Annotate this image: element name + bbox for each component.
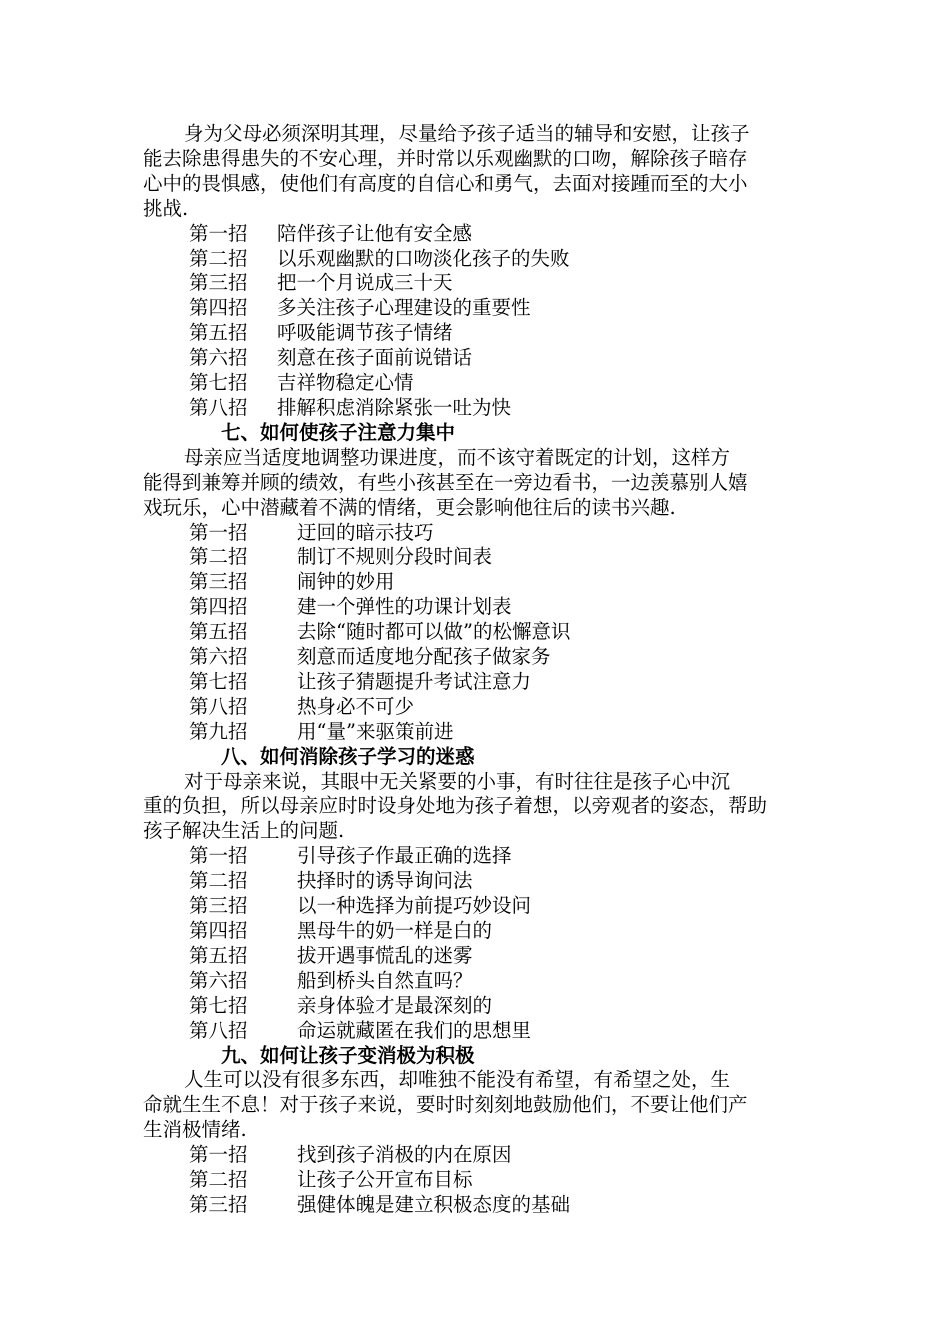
item-number: 第三招 <box>189 271 248 295</box>
paragraph <box>143 770 813 845</box>
list-item <box>189 894 813 919</box>
item-text: 黑母牛的奶一样是白的 <box>297 919 493 942</box>
item-number: 第五招 <box>189 321 248 345</box>
paragraph-line: 重的负担，所以母亲应时时设身处地为孩子着想，以旁观者的姿态，帮助 <box>143 794 768 818</box>
list-item <box>189 944 813 969</box>
item-text: 强健体魄是建立积极态度的基础 <box>297 1192 571 1216</box>
item-text: 闹钟的妙用 <box>297 570 395 594</box>
item-number: 第六招 <box>189 968 248 992</box>
list-item <box>189 321 813 346</box>
item-text: 迂回的暗示技巧 <box>297 520 434 544</box>
item-text: 拔开遇事慌乱的迷雾 <box>297 943 473 967</box>
item-text: 陪伴孩子让他有安全感 <box>277 221 473 245</box>
item-text: 热身必不可少 <box>297 694 415 718</box>
item-number: 第二招 <box>189 869 248 893</box>
list-item <box>189 1143 813 1168</box>
list-item <box>189 595 813 620</box>
section-confusion <box>143 745 813 1044</box>
item-text: 找到孩子消极的内在原因 <box>297 1143 512 1167</box>
item-text: 船到桥头自然直吗？ <box>297 968 473 992</box>
item-text: 以一种选择为前提巧妙设问 <box>297 894 532 918</box>
item-text: 吉祥物稳定心情 <box>277 371 414 395</box>
item-number: 第五招 <box>189 620 248 644</box>
item-number: 第八招 <box>189 395 248 419</box>
item-text: 建一个弹性的功课计划表 <box>297 595 512 619</box>
document-body <box>143 122 813 1218</box>
list-item <box>189 969 813 994</box>
paragraph-line: 母亲应当适度地调整功课进度，而不该守着既定的计划，这样方 <box>184 445 731 469</box>
paragraph-line: 心中的畏惧感，使他们有高度的自信心和勇气，去面对接踵而至的大小 <box>143 171 748 195</box>
list-item <box>189 371 813 396</box>
section-heading: 八、如何消除孩子学习的迷惑 <box>221 744 475 768</box>
item-text: 让孩子猜题提升考试注意力 <box>297 669 532 693</box>
paragraph-line: 戏玩乐，心中潜藏着不满的情绪，更会影响他往后的读书兴趣. <box>143 495 676 519</box>
item-number: 第四招 <box>189 595 248 619</box>
item-number: 第二招 <box>189 545 248 569</box>
item-text: 引导孩子作最正确的选择 <box>297 844 512 868</box>
paragraph <box>143 1068 813 1143</box>
item-number: 第三招 <box>189 894 248 918</box>
list-item <box>189 620 813 645</box>
list-item <box>189 570 813 595</box>
item-number: 第二招 <box>189 1168 248 1192</box>
item-number: 第七招 <box>189 669 248 693</box>
list-item <box>189 1019 813 1044</box>
item-text: 刻意而适度地分配孩子做家务 <box>297 645 551 669</box>
item-number: 第五招 <box>189 943 248 967</box>
list-item <box>189 720 813 745</box>
paragraph-line: 身为父母必须深明其理，尽量给予孩子适当的辅导和安慰，让孩子 <box>184 122 750 145</box>
item-text: 让孩子公开宣布目标 <box>297 1168 473 1192</box>
list-item <box>189 271 813 296</box>
item-text: 呼吸能调节孩子情绪 <box>277 321 453 345</box>
list-item <box>189 1193 813 1218</box>
list-item <box>189 296 813 321</box>
list-item <box>189 869 813 894</box>
item-text: 刻意在孩子面前说错话 <box>277 346 473 370</box>
section-attention <box>143 421 813 745</box>
paragraph-line: 生消极情绪. <box>143 1118 247 1142</box>
item-number: 第二招 <box>189 246 248 270</box>
paragraph-line: 能得到兼筹并顾的绩效，有些小孩甚至在一旁边看书，一边羡慕别人嬉 <box>143 470 748 494</box>
item-number: 第一招 <box>189 1143 248 1167</box>
paragraph-line: 对于母亲来说，其眼中无关紧要的小事，有时往往是孩子心中沉 <box>184 769 731 793</box>
item-number: 第一招 <box>189 844 248 868</box>
paragraph-line: 命就生生不息！对于孩子来说，要时时刻刻地鼓励他们，不要让他们产 <box>143 1093 748 1117</box>
list-item <box>189 645 813 670</box>
list-item <box>189 670 813 695</box>
paragraph-line: 能去除患得患失的不安心理，并时常以乐观幽默的口吻，解除孩子暗存 <box>143 146 748 170</box>
section-positivity <box>143 1044 813 1218</box>
paragraph <box>143 446 813 521</box>
paragraph <box>143 122 813 222</box>
item-text: 亲身体验才是最深刻的 <box>297 993 493 1017</box>
item-number: 第八招 <box>189 694 248 718</box>
item-number: 第三招 <box>189 570 248 594</box>
paragraph-line: 人生可以没有很多东西，却唯独不能没有希望，有希望之处，生 <box>184 1068 731 1092</box>
item-text: 去除“随时都可以做”的松懈意识 <box>297 620 571 644</box>
list-item <box>189 222 813 247</box>
item-number: 第一招 <box>189 221 248 245</box>
item-number: 第三招 <box>189 1192 248 1216</box>
list-item <box>189 521 813 546</box>
list-item <box>189 247 813 272</box>
item-number: 第一招 <box>189 520 248 544</box>
item-text: 制订不规则分段时间表 <box>297 545 493 569</box>
section-coping <box>143 122 813 421</box>
item-text: 抉择时的诱导询问法 <box>297 869 473 893</box>
item-number: 第四招 <box>189 296 248 320</box>
item-number: 第四招 <box>189 919 248 942</box>
list-item <box>189 844 813 869</box>
list-item <box>189 695 813 720</box>
list-item <box>189 1168 813 1193</box>
item-text: 把一个月说成三十天 <box>277 271 453 295</box>
item-number: 第七招 <box>189 371 248 395</box>
item-number: 第八招 <box>189 1018 248 1042</box>
list-item <box>189 346 813 371</box>
list-item <box>189 994 813 1019</box>
list-item <box>189 919 813 944</box>
list-item <box>189 545 813 570</box>
item-text: 用“量”来驱策前进 <box>297 719 454 743</box>
item-number: 第六招 <box>189 645 248 669</box>
item-text: 命运就藏匿在我们的思想里 <box>297 1018 532 1042</box>
item-text: 多关注孩子心理建设的重要性 <box>277 296 531 320</box>
section-heading: 九、如何让孩子变消极为积极 <box>221 1043 475 1067</box>
paragraph-line: 孩子解决生活上的问题. <box>143 819 345 843</box>
item-text: 排解积虑消除紧张一吐为快 <box>277 395 512 419</box>
item-number: 第九招 <box>189 719 248 743</box>
item-number: 第六招 <box>189 346 248 370</box>
item-text: 以乐观幽默的口吻淡化孩子的失败 <box>277 246 570 270</box>
section-heading: 七、如何使孩子注意力集中 <box>221 420 456 444</box>
item-number: 第七招 <box>189 993 248 1017</box>
paragraph-line: 挑战. <box>143 196 189 220</box>
list-item <box>189 396 813 421</box>
